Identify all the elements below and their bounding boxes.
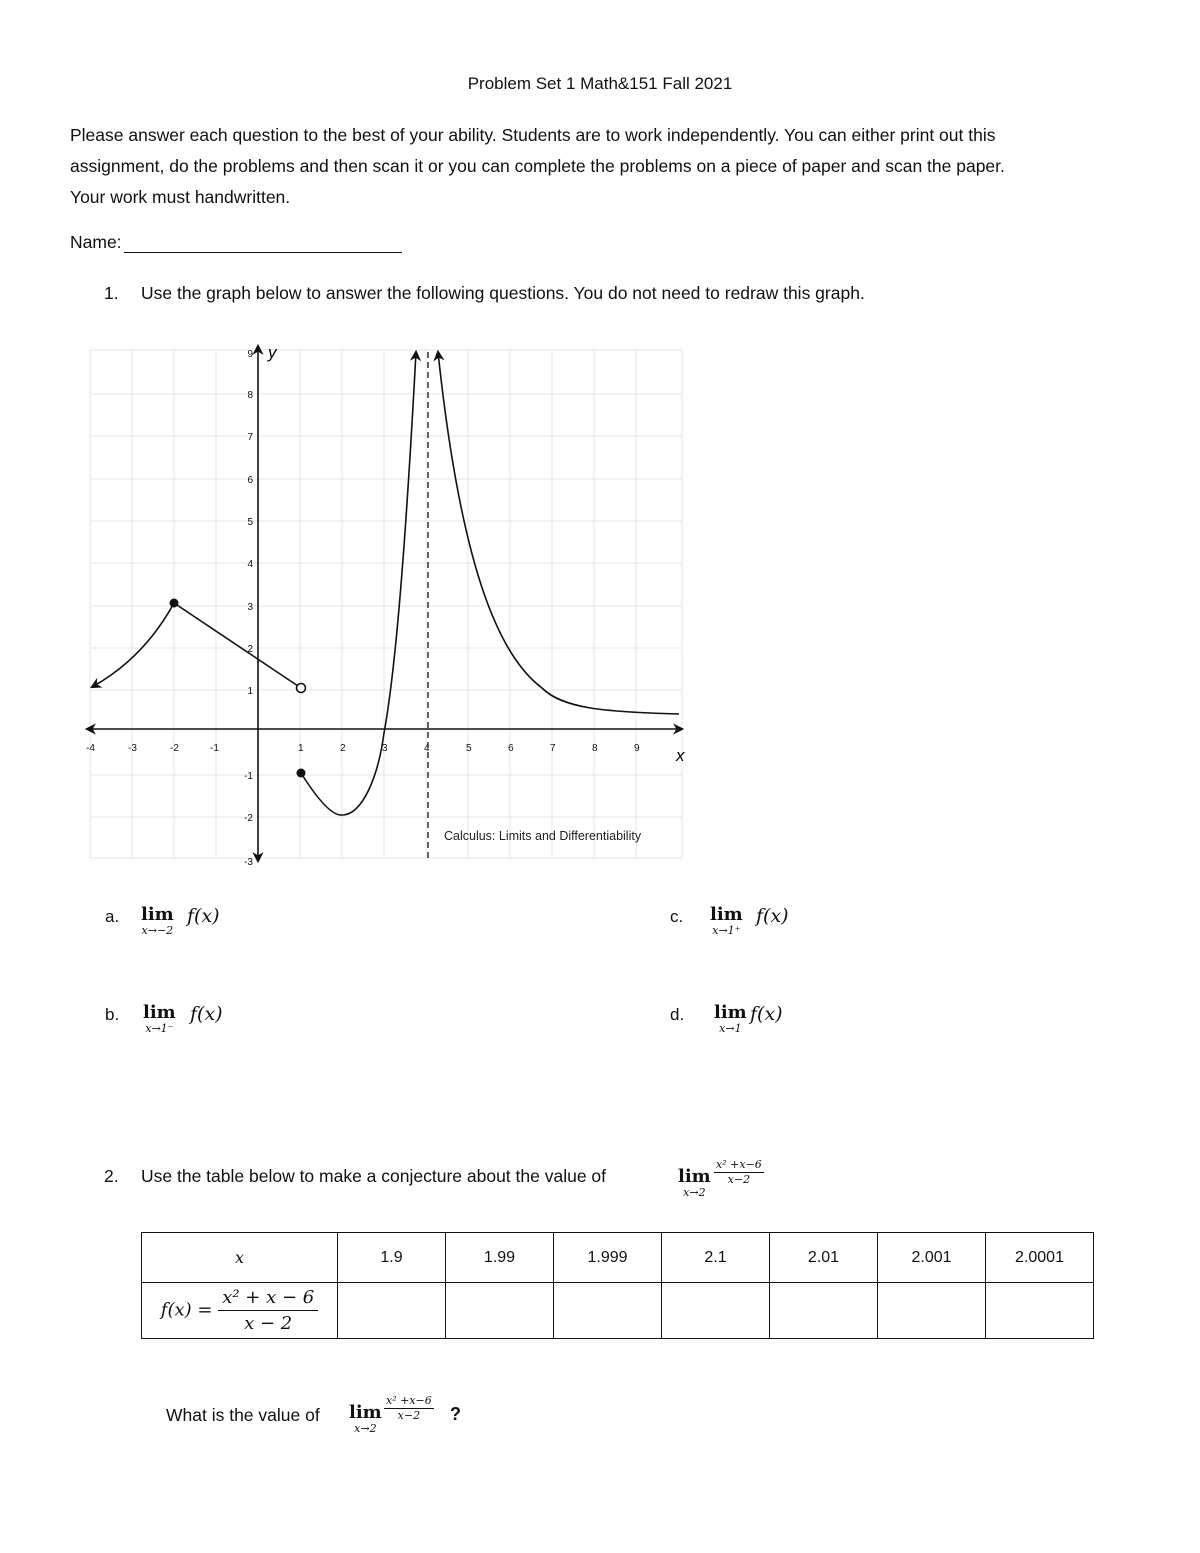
followup-prefix: What is the value of xyxy=(166,1405,320,1425)
limit-subscript: x→2 xyxy=(354,1422,377,1435)
y-tick-label: -3 xyxy=(244,857,253,868)
curve-left-segment xyxy=(174,603,301,688)
limit-subscript: x→1⁺ xyxy=(712,924,741,937)
x-tick-label: 9 xyxy=(634,743,640,754)
x-header-text: x xyxy=(234,1248,245,1267)
function-graph xyxy=(82,338,702,868)
followup-fraction xyxy=(384,1394,434,1422)
part-b-expression: f(x) xyxy=(190,1003,223,1025)
y-tick-labels xyxy=(244,349,253,868)
x-tick-labels xyxy=(86,743,640,754)
instructions-line-3: Your work must handwritten. xyxy=(70,187,291,207)
question-1-text: Use the graph below to answer the following questions. You do not need to redraw this graph. xyxy=(141,283,865,303)
limit-subscript: x→1 xyxy=(719,1022,742,1035)
x-tick-label: 8 xyxy=(592,743,598,754)
question-2-fraction xyxy=(714,1158,764,1186)
x-tick-label: 4 xyxy=(424,743,430,754)
question-2 xyxy=(104,1166,606,1187)
table-cell-x: 1.9 xyxy=(338,1233,446,1283)
question-2-limit-operator xyxy=(678,1167,711,1199)
y-tick-label: 5 xyxy=(247,517,253,528)
x-axis-label: x xyxy=(676,746,685,765)
y-tick-label: 1 xyxy=(247,686,253,697)
fraction-denominator: x−2 xyxy=(727,1173,751,1186)
instructions-line-1: Please answer each question to the best of your ability. Students are to work independently. You can either print out this xyxy=(70,125,996,145)
y-tick-label: 8 xyxy=(247,390,253,401)
table-answer-cell[interactable] xyxy=(338,1283,446,1339)
y-tick-label: 9 xyxy=(247,349,253,360)
y-tick-label: -1 xyxy=(244,771,253,782)
x-tick-label: 2 xyxy=(340,743,346,754)
part-b-limit xyxy=(143,1003,176,1035)
curve-rise-to-asymptote xyxy=(384,352,416,733)
graph-grid xyxy=(90,350,682,858)
question-1 xyxy=(104,283,865,304)
followup-suffix: ? xyxy=(450,1404,461,1424)
part-c-label: c. xyxy=(670,907,684,926)
question-2-number: 2. xyxy=(104,1166,119,1186)
limit-subscript: x→2 xyxy=(683,1186,706,1199)
part-c-limit xyxy=(710,905,743,937)
table-answer-cell[interactable] xyxy=(662,1283,770,1339)
fraction-numerator: x² +x−6 xyxy=(716,1158,762,1171)
question-1-number: 1. xyxy=(104,283,119,303)
x-tick-label: -2 xyxy=(170,743,179,754)
table-row xyxy=(142,1283,1094,1339)
page-title: Problem Set 1 Math&151 Fall 2021 xyxy=(467,74,733,93)
limit-word: lim xyxy=(141,904,174,925)
name-field[interactable] xyxy=(70,232,402,253)
table-row xyxy=(142,1233,1094,1283)
table-answer-cell[interactable] xyxy=(770,1283,878,1339)
part-b-label: b. xyxy=(105,1005,120,1024)
fx-fraction xyxy=(218,1287,318,1334)
limit-word: lim xyxy=(710,904,743,925)
limit-word: lim xyxy=(143,1002,176,1023)
table-header-fx xyxy=(142,1283,338,1339)
instructions xyxy=(70,120,1140,213)
table-answer-cell[interactable] xyxy=(554,1283,662,1339)
limit-word: lim xyxy=(714,1002,747,1023)
y-tick-label: 4 xyxy=(247,559,253,570)
fx-lhs: f(x) = xyxy=(160,1299,213,1321)
y-tick-label: -2 xyxy=(244,813,253,824)
fraction-denominator: x−2 xyxy=(397,1409,421,1422)
x-tick-label: 1 xyxy=(298,743,304,754)
fx-numerator: x² + x − 6 xyxy=(218,1287,318,1311)
table-cell-x: 1.999 xyxy=(554,1233,662,1283)
part-c-expression: f(x) xyxy=(756,905,789,927)
question-2-text: Use the table below to make a conjecture about the value of xyxy=(141,1166,607,1186)
table-cell-x: 2.1 xyxy=(662,1233,770,1283)
table-cell-x: 2.001 xyxy=(878,1233,986,1283)
fx-denominator: x − 2 xyxy=(244,1313,293,1334)
part-a-expression: f(x) xyxy=(187,905,220,927)
question-2-limit xyxy=(678,1158,788,1202)
table-cell-x: 2.01 xyxy=(770,1233,878,1283)
limit-word: lim xyxy=(678,1166,711,1187)
table-cell-x: 2.0001 xyxy=(986,1233,1094,1283)
part-a-label: a. xyxy=(105,907,120,926)
part-a-limit xyxy=(141,905,174,937)
fraction-numerator: x² +x−6 xyxy=(386,1394,432,1407)
table-cell-x: 1.99 xyxy=(446,1233,554,1283)
y-tick-label: 2 xyxy=(247,644,253,655)
followup-question xyxy=(166,1394,486,1440)
x-tick-label: -4 xyxy=(86,743,95,754)
x-tick-label: 3 xyxy=(382,743,388,754)
values-table xyxy=(141,1232,1094,1339)
instructions-line-2: assignment, do the problems and then scan it or you can complete the problems on a piece of paper and scan the paper. xyxy=(70,156,1005,176)
x-tick-label: 7 xyxy=(550,743,556,754)
table-header-x xyxy=(142,1233,338,1283)
limit-subscript: x→−2 xyxy=(141,924,174,937)
closed-point-bottom xyxy=(297,769,306,778)
table-answer-cell[interactable] xyxy=(878,1283,986,1339)
part-d-label: d. xyxy=(670,1005,685,1024)
table-answer-cell[interactable] xyxy=(986,1283,1094,1339)
limit-subscript: x→1⁻ xyxy=(145,1022,174,1035)
limit-word: lim xyxy=(349,1402,382,1423)
curve-right-decay xyxy=(438,352,679,714)
curve-left-arc xyxy=(92,603,174,687)
part-d-expression: f(x) xyxy=(750,1003,783,1025)
x-tick-label: -1 xyxy=(210,743,219,754)
part-d-limit xyxy=(714,1003,747,1035)
name-label: Name: xyxy=(70,232,122,252)
closed-point-top xyxy=(170,599,179,608)
table-answer-cell[interactable] xyxy=(446,1283,554,1339)
y-tick-label: 3 xyxy=(247,602,253,613)
open-point xyxy=(297,684,306,693)
followup-limit-operator xyxy=(349,1403,382,1435)
x-tick-label: -3 xyxy=(128,743,137,754)
x-tick-label: 5 xyxy=(466,743,472,754)
x-tick-label: 6 xyxy=(508,743,514,754)
graph-caption: Calculus: Limits and Differentiability xyxy=(444,829,642,843)
y-tick-label: 7 xyxy=(247,432,253,443)
y-tick-label: 6 xyxy=(247,475,253,486)
y-axis-label: y xyxy=(268,343,277,362)
name-blank-line[interactable] xyxy=(124,232,402,253)
